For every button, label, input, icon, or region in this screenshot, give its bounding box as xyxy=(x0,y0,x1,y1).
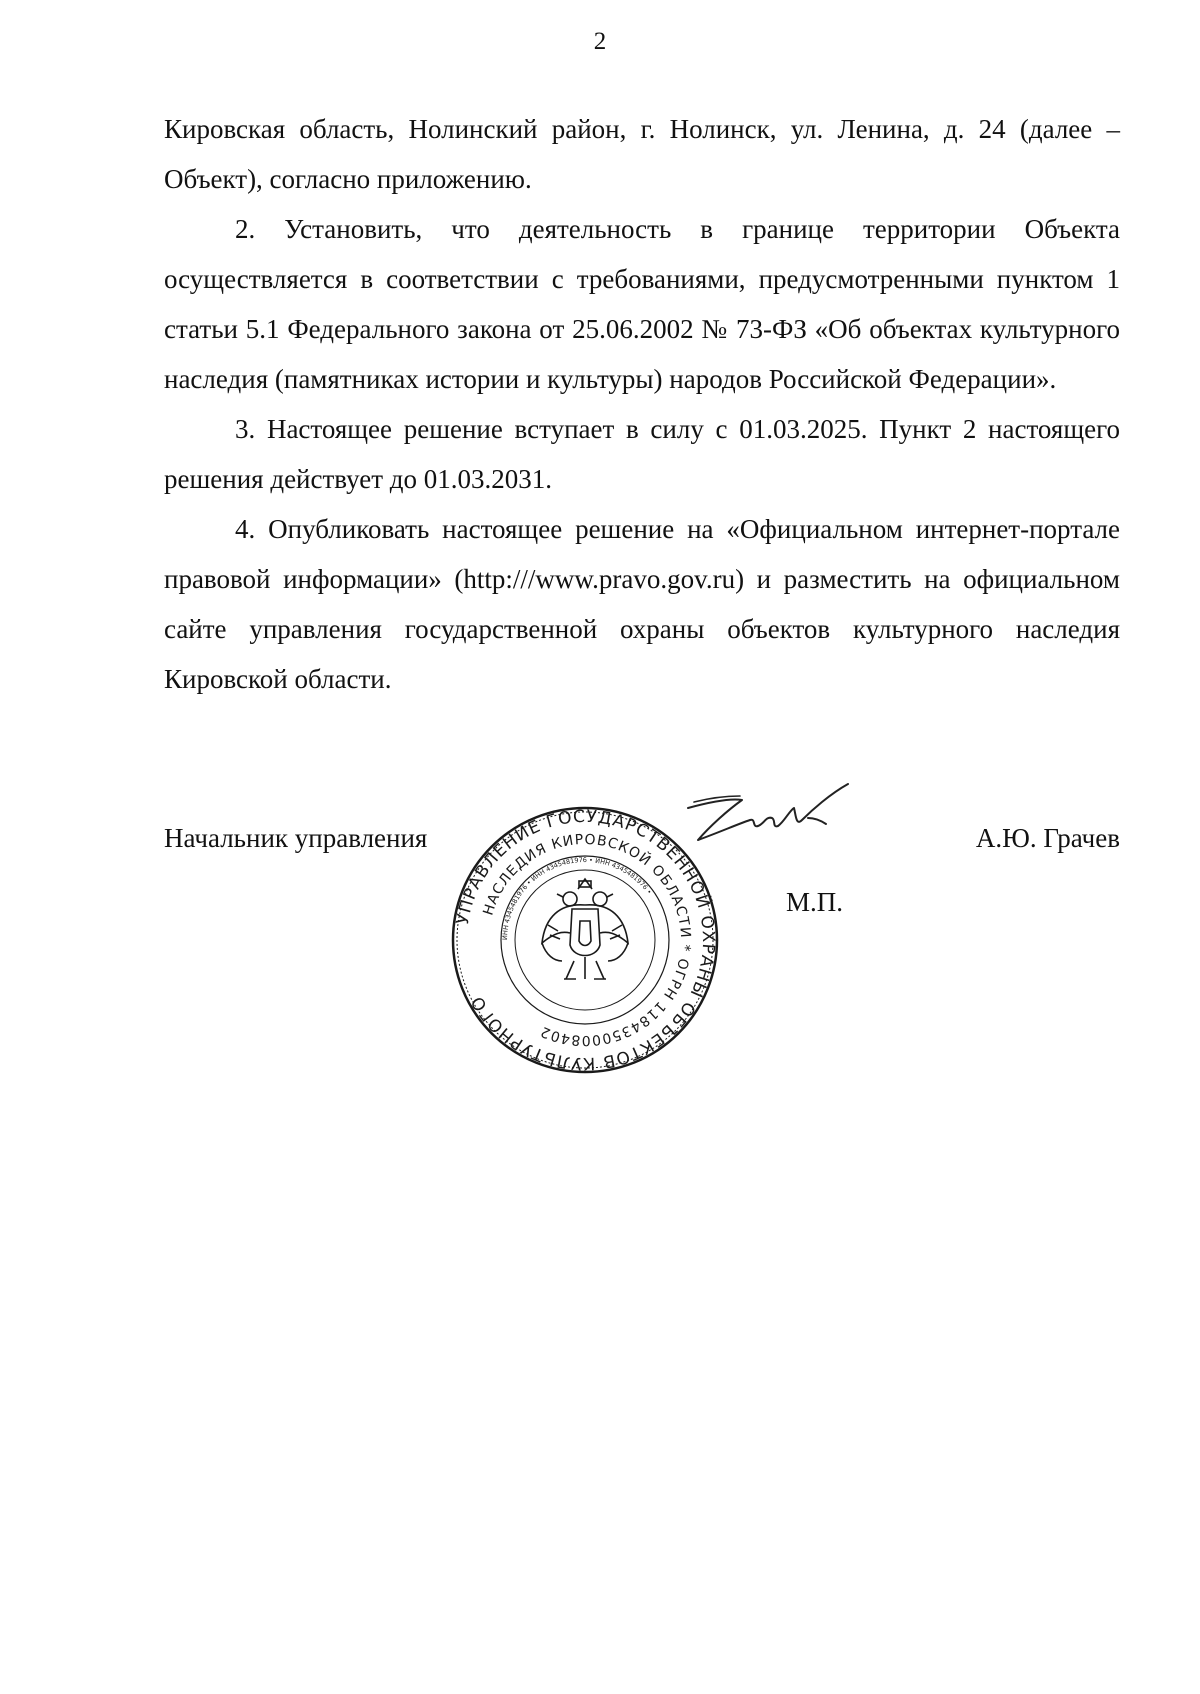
paragraph-4-publication: 4. Опубликовать настоящее решение на «Официальном интернет-портале правовой информации» (http:///www.pravo.gov.ru) и разместить на официальном сайте управления государственной охраны объектов культурного наследия Кировской области. xyxy=(164,514,1120,694)
document-body xyxy=(164,104,1120,704)
paragraph-2-activity-requirements: 2. Установить, что деятельность в границе территории Объекта осуществляется в соответствии с требованиями, предусмотренными пунктом 1 статьи 5.1 Федерального закона от 25.06.2002 № 73-ФЗ «Об объектах культурного наследия (памятниках истории и культуры) народов Российской Федерации». xyxy=(164,214,1120,394)
paragraph-address-continuation: Кировская область, Нолинский район, г. Нолинск, ул. Ленина, д. 24 (далее – Объект), согласно приложению. xyxy=(164,114,1120,194)
stamp-inn-ring: ИНН 4345481976 • ИНН 4345481976 • ИНН 4345481976 • xyxy=(500,855,654,941)
stamp-inner-text: НАСЛЕДИЯ КИРОВСКОЙ ОБЛАСТИ * ОГРН 1184350008402 xyxy=(480,831,694,1049)
page-number: 2 xyxy=(593,28,607,55)
signatory-name: А.Ю. Грачев xyxy=(975,823,1120,853)
handwritten-signature-icon xyxy=(680,780,860,850)
stamp-outer-text: УПРАВЛЕНИЕ ГОСУДАРСТВЕННОЙ ОХРАНЫ ОБЪЕКТОВ КУЛЬТУРНОГО xyxy=(453,806,719,1074)
paragraph-3-effective-date: 3. Настоящее решение вступает в силу с 01.03.2025. Пункт 2 настоящего решения действует до 01.03.2031. xyxy=(164,414,1120,494)
seal-mark: М.П. xyxy=(786,887,844,917)
signatory-position: Начальник управления xyxy=(164,823,428,853)
coat-of-arms-icon xyxy=(542,879,628,979)
svg-text:НАСЛЕДИЯ КИРОВСКОЙ ОБЛАСТИ * О xyxy=(480,832,693,1048)
